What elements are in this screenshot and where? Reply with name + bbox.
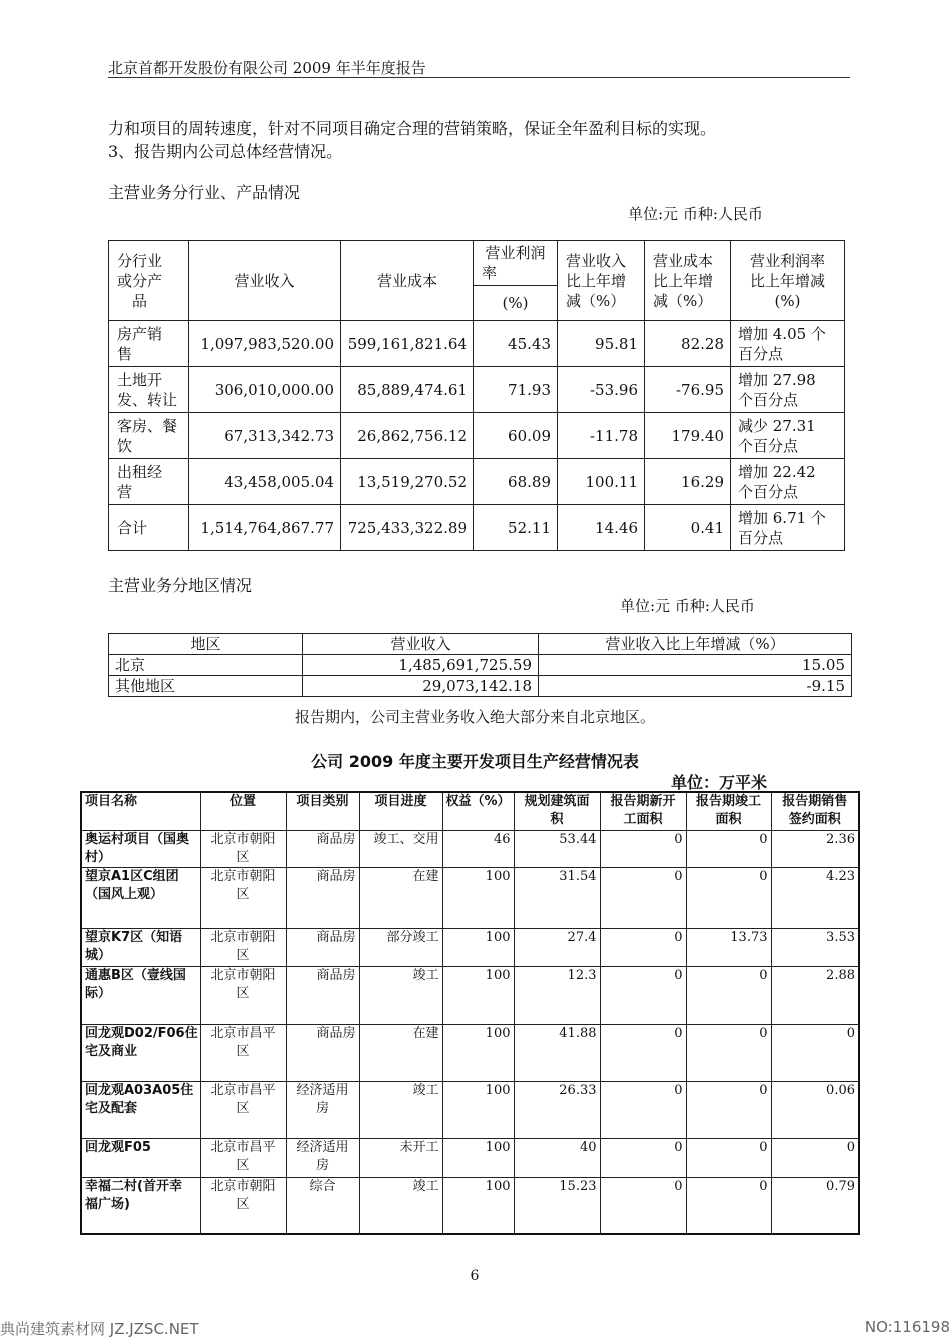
- row-label: [109, 459, 189, 505]
- cell-cost-change: 16.29: [645, 459, 731, 505]
- cell-completed: 0: [686, 1138, 771, 1177]
- cell-margin: 45.43: [474, 321, 558, 367]
- cell-location: [200, 867, 286, 928]
- cell-project-name: [81, 1177, 200, 1234]
- cell-line: 商品房: [316, 929, 356, 945]
- section1-unit: 单位:元 币种:人民币: [628, 205, 763, 223]
- cell-line: 房产销: [117, 324, 163, 343]
- cell-planned-area: 40: [514, 1138, 600, 1177]
- cell-margin-change: [731, 505, 845, 551]
- cell-change: -9.15: [539, 676, 852, 697]
- header-cell: [771, 792, 859, 830]
- cell-region: 其他地区: [109, 676, 303, 697]
- cell-margin-change: [731, 459, 845, 505]
- cell-margin: 52.11: [474, 505, 558, 551]
- cell-line: 合计: [117, 518, 148, 537]
- cell-rev-change: -11.78: [558, 413, 645, 459]
- cell-new-start: 0: [600, 1081, 686, 1138]
- project-table-title: 公司 2009 年度主要开发项目生产经营情况表: [311, 752, 639, 771]
- cell-line: 商品房: [316, 1025, 356, 1041]
- table-header-row: [109, 241, 845, 286]
- cell-rev-change: 14.46: [558, 505, 645, 551]
- cell-type: [286, 928, 359, 966]
- cell-line: 售: [117, 344, 133, 363]
- cell-equity: 100: [442, 1024, 514, 1081]
- cell-line: 个百分点: [738, 436, 799, 455]
- page-number: 6: [470, 1268, 480, 1284]
- cell-type: [286, 1081, 359, 1138]
- cell-line: 发、转让: [117, 390, 178, 409]
- watermark-right: NO:116198: [864, 1318, 950, 1336]
- cell-line: 增加 4.05 个: [738, 324, 826, 343]
- cell-planned-area: 15.23: [514, 1177, 600, 1234]
- header-cell: 营业成本: [341, 241, 474, 321]
- header-line: 面积: [715, 812, 742, 827]
- cell-line: 区: [236, 1100, 250, 1116]
- cell-sales: 2.88: [771, 966, 859, 1024]
- cell-line: 北京市朝阳: [210, 1178, 276, 1194]
- section2-unit: 单位:元 币种:人民币: [620, 597, 755, 615]
- row-label: [109, 321, 189, 367]
- header-line: 规划建筑面: [524, 794, 590, 809]
- cell-line: （国风上观）: [85, 886, 164, 902]
- intro-line-1: 力和项目的周转速度，针对不同项目确定合理的营销策略，保证全年盈利目标的实现。: [108, 119, 717, 138]
- cell-margin-change: [731, 413, 845, 459]
- cell-project-name: [81, 1081, 200, 1138]
- cell-line: 宅及配套: [85, 1100, 138, 1116]
- table-row: [81, 928, 859, 966]
- header-line: 营业利润率: [749, 251, 825, 270]
- cell-sales: 0: [771, 1024, 859, 1081]
- table-header-row: [81, 792, 859, 830]
- cell-line: 商品房: [316, 967, 356, 983]
- header-cell: 营业收入: [189, 241, 341, 321]
- cell-cost-change: 0.41: [645, 505, 731, 551]
- cell-margin: 68.89: [474, 459, 558, 505]
- header-cell: 项目名称: [81, 792, 200, 830]
- cell-completed: 0: [686, 830, 771, 867]
- cell-cost: 13,519,270.52: [341, 459, 474, 505]
- table-row: [81, 1081, 859, 1138]
- cell-revenue: 1,097,983,520.00: [189, 321, 341, 367]
- cell-completed: 0: [686, 1024, 771, 1081]
- cell-line: 区: [236, 886, 250, 902]
- header-cell: 营业收入: [303, 634, 539, 655]
- header-line: 或分产: [117, 271, 163, 290]
- cell-equity: 100: [442, 1138, 514, 1177]
- header-line: 比上年增: [653, 271, 714, 290]
- cell-line: 区: [236, 849, 250, 865]
- cell-line: 村）: [85, 849, 112, 865]
- table-row: [81, 1024, 859, 1081]
- header-line: 报告期销售: [782, 794, 848, 809]
- cell-revenue: 306,010,000.00: [189, 367, 341, 413]
- cell-line: 百分点: [738, 528, 784, 547]
- cell-sales: 3.53: [771, 928, 859, 966]
- cell-margin-change: [731, 367, 845, 413]
- cell-location: [200, 1081, 286, 1138]
- cell-revenue: 67,313,342.73: [189, 413, 341, 459]
- cell-project-name: [81, 1138, 200, 1177]
- cell-line: 土地开: [117, 370, 163, 389]
- header-line: 营业利润: [485, 244, 546, 262]
- cell-line: 商品房: [316, 868, 356, 884]
- cell-location: [200, 830, 286, 867]
- cell-line: 幸福二村(首开幸: [85, 1178, 182, 1194]
- cell-completed: 0: [686, 867, 771, 928]
- cell-project-name: [81, 966, 200, 1024]
- cell-line: 房: [315, 1100, 329, 1116]
- cell-revenue: 29,073,142.18: [303, 676, 539, 697]
- cell-line: 北京市昌平: [210, 1025, 276, 1041]
- cell-line: 际）: [85, 985, 112, 1001]
- cell-line: 增加 6.71 个: [738, 508, 826, 527]
- cell-cost: 725,433,322.89: [341, 505, 474, 551]
- report-header-title: 北京首都开发股份有限公司 2009 年半年度报告: [108, 59, 426, 77]
- header-cell: [109, 241, 189, 321]
- cell-line: 奥运村项目（国奥: [85, 831, 190, 847]
- cell-planned-area: 41.88: [514, 1024, 600, 1081]
- cell-equity: 46: [442, 830, 514, 867]
- cell-new-start: 0: [600, 830, 686, 867]
- cell-margin: 71.93: [474, 367, 558, 413]
- header-cell: [731, 241, 845, 321]
- cell-progress: 竣工、交用: [359, 830, 442, 867]
- table-row: [81, 1177, 859, 1234]
- cell-line: 回龙观F05: [85, 1139, 151, 1155]
- cell-line: 望京A1区C组团: [85, 868, 179, 884]
- region-table: [108, 633, 852, 697]
- cell-progress: 在建: [359, 1024, 442, 1081]
- header-cell: [514, 792, 600, 830]
- cell-new-start: 0: [600, 928, 686, 966]
- cell-equity: 100: [442, 928, 514, 966]
- cell-line: 综合: [309, 1178, 336, 1194]
- table-row: [81, 867, 859, 928]
- cell-sales: 4.23: [771, 867, 859, 928]
- intro-line-2: 3、报告期内公司总体经营情况。: [108, 142, 343, 161]
- cell-line: 经济适用: [296, 1139, 349, 1155]
- row-label: [109, 413, 189, 459]
- cell-completed: 0: [686, 1081, 771, 1138]
- cell-line: 商品房: [316, 831, 356, 847]
- cell-change: 15.05: [539, 655, 852, 676]
- cell-line: 区: [236, 985, 250, 1001]
- cell-equity: 100: [442, 966, 514, 1024]
- header-line: 分行业: [117, 251, 163, 270]
- cell-equity: 100: [442, 1081, 514, 1138]
- cell-line: 个百分点: [738, 482, 799, 501]
- table-total-row: [109, 505, 845, 551]
- header-cell: [600, 792, 686, 830]
- cell-margin-change: [731, 321, 845, 367]
- cell-revenue: 43,458,005.04: [189, 459, 341, 505]
- header-cell: (%): [474, 286, 558, 321]
- cell-progress: 竣工: [359, 1081, 442, 1138]
- table-header-row: [109, 634, 852, 655]
- table-row: [81, 830, 859, 867]
- cell-equity: 100: [442, 1177, 514, 1234]
- cell-progress: 在建: [359, 867, 442, 928]
- cell-line: 出租经: [117, 462, 163, 481]
- table-row: [81, 966, 859, 1024]
- cell-line: 北京市朝阳: [210, 868, 276, 884]
- header-line: 品: [132, 291, 148, 310]
- cell-sales: 0.79: [771, 1177, 859, 1234]
- cell-rev-change: 95.81: [558, 321, 645, 367]
- cell-line: 区: [236, 947, 250, 963]
- cell-completed: 13.73: [686, 928, 771, 966]
- cell-project-name: [81, 830, 200, 867]
- cell-line: 减少 27.31: [738, 416, 816, 435]
- header-line: 比上年增减: [749, 271, 825, 290]
- header-line: 报告期新开: [610, 794, 676, 809]
- cell-line: 北京市朝阳: [210, 929, 276, 945]
- header-line: 报告期竣工: [695, 794, 761, 809]
- cell-line: 宅及商业: [85, 1043, 138, 1059]
- project-table: [80, 791, 860, 1235]
- cell-line: 福广场): [85, 1196, 130, 1212]
- cell-cost-change: 179.40: [645, 413, 731, 459]
- cell-new-start: 0: [600, 867, 686, 928]
- cell-type: [286, 1177, 359, 1234]
- table-row: [109, 413, 845, 459]
- cell-sales: 0: [771, 1138, 859, 1177]
- header-cell: 营业收入比上年增减（%）: [539, 634, 852, 655]
- header-line: 积: [550, 812, 564, 827]
- cell-completed: 0: [686, 966, 771, 1024]
- cell-line: 营: [117, 482, 133, 501]
- cell-location: [200, 1177, 286, 1234]
- cell-cost: 85,889,474.61: [341, 367, 474, 413]
- header-cell: 项目类别: [286, 792, 359, 830]
- cell-planned-area: 26.33: [514, 1081, 600, 1138]
- header-line: 签约面积: [788, 812, 841, 827]
- cell-sales: 2.36: [771, 830, 859, 867]
- cell-project-name: [81, 867, 200, 928]
- cell-equity: 100: [442, 867, 514, 928]
- table-row: [109, 367, 845, 413]
- cell-type: [286, 1024, 359, 1081]
- row-label: [109, 505, 189, 551]
- cell-location: [200, 1024, 286, 1081]
- cell-new-start: 0: [600, 1177, 686, 1234]
- cell-line: 房: [315, 1157, 329, 1173]
- cell-line: 饮: [117, 436, 133, 455]
- header-line: 减（%）: [566, 291, 626, 310]
- header-cell: [558, 241, 645, 321]
- header-line: 工面积: [623, 812, 663, 827]
- header-line: 率: [482, 264, 498, 282]
- cell-planned-area: 53.44: [514, 830, 600, 867]
- cell-cost: 599,161,821.64: [341, 321, 474, 367]
- table-row: [109, 321, 845, 367]
- cell-line: 望京K7区（知语: [85, 929, 183, 945]
- header-line: (%): [774, 291, 801, 310]
- cell-rev-change: -53.96: [558, 367, 645, 413]
- cell-planned-area: 27.4: [514, 928, 600, 966]
- cell-cost: 26,862,756.12: [341, 413, 474, 459]
- cell-new-start: 0: [600, 966, 686, 1024]
- cell-location: [200, 928, 286, 966]
- cell-line: 回龙观A03A05住: [85, 1082, 194, 1098]
- cell-line: 北京市朝阳: [210, 831, 276, 847]
- section2-title: 主营业务分地区情况: [108, 576, 253, 595]
- row-label: [109, 367, 189, 413]
- cell-line: 百分点: [738, 344, 784, 363]
- cell-project-name: [81, 928, 200, 966]
- table-row: [109, 459, 845, 505]
- cell-cost-change: 82.28: [645, 321, 731, 367]
- cell-line: 增加 22.42: [738, 462, 816, 481]
- cell-line: 经济适用: [296, 1082, 349, 1098]
- cell-line: 北京市昌平: [210, 1139, 276, 1155]
- project-table-unit: 单位：万平米: [671, 773, 768, 792]
- header-cell: 项目进度: [359, 792, 442, 830]
- cell-line: 区: [236, 1157, 250, 1173]
- cell-line: 通惠B区（壹线国: [85, 967, 186, 983]
- table-row: [109, 676, 852, 697]
- watermark-left: 典尚建筑素材网 JZ.JZSC.NET: [0, 1320, 199, 1338]
- cell-revenue: 1,485,691,725.59: [303, 655, 539, 676]
- table-row: [109, 655, 852, 676]
- cell-revenue: 1,514,764,867.77: [189, 505, 341, 551]
- header-cell: [474, 241, 558, 286]
- cell-line: 区: [236, 1043, 250, 1059]
- header-line: 比上年增: [566, 271, 627, 290]
- header-line: 营业收入: [566, 251, 627, 270]
- cell-sales: 0.06: [771, 1081, 859, 1138]
- header-cell: [645, 241, 731, 321]
- cell-project-name: [81, 1024, 200, 1081]
- cell-type: [286, 1138, 359, 1177]
- cell-location: [200, 1138, 286, 1177]
- table-row: [81, 1138, 859, 1177]
- cell-line: 个百分点: [738, 390, 799, 409]
- cell-planned-area: 31.54: [514, 867, 600, 928]
- cell-new-start: 0: [600, 1138, 686, 1177]
- cell-line: 北京市朝阳: [210, 967, 276, 983]
- cell-line: 北京市昌平: [210, 1082, 276, 1098]
- cell-line: 回龙观D02/F06住: [85, 1025, 198, 1041]
- cell-line: 区: [236, 1196, 250, 1212]
- cell-type: [286, 966, 359, 1024]
- cell-rev-change: 100.11: [558, 459, 645, 505]
- region-note: 报告期内，公司主营业务收入绝大部分来自北京地区。: [295, 708, 656, 726]
- cell-progress: 部分竣工: [359, 928, 442, 966]
- header-line: 减（%）: [653, 291, 713, 310]
- cell-line: 城）: [85, 947, 112, 963]
- header-cell: 地区: [109, 634, 303, 655]
- cell-cost-change: -76.95: [645, 367, 731, 413]
- cell-line: 增加 27.98: [738, 370, 816, 389]
- header-line: 营业成本: [653, 251, 714, 270]
- cell-progress: 未开工: [359, 1138, 442, 1177]
- cell-completed: 0: [686, 1177, 771, 1234]
- section1-title: 主营业务分行业、产品情况: [108, 183, 301, 202]
- cell-type: [286, 830, 359, 867]
- cell-progress: 竣工: [359, 966, 442, 1024]
- industry-product-table: [108, 240, 845, 551]
- header-cell: 位置: [200, 792, 286, 830]
- cell-type: [286, 867, 359, 928]
- cell-new-start: 0: [600, 1024, 686, 1081]
- cell-line: 客房、餐: [117, 416, 178, 435]
- cell-planned-area: 12.3: [514, 966, 600, 1024]
- header-divider: [108, 77, 850, 78]
- header-cell: 权益（%）: [442, 792, 514, 830]
- header-cell: [686, 792, 771, 830]
- cell-region: 北京: [109, 655, 303, 676]
- cell-margin: 60.09: [474, 413, 558, 459]
- cell-location: [200, 966, 286, 1024]
- cell-progress: 竣工: [359, 1177, 442, 1234]
